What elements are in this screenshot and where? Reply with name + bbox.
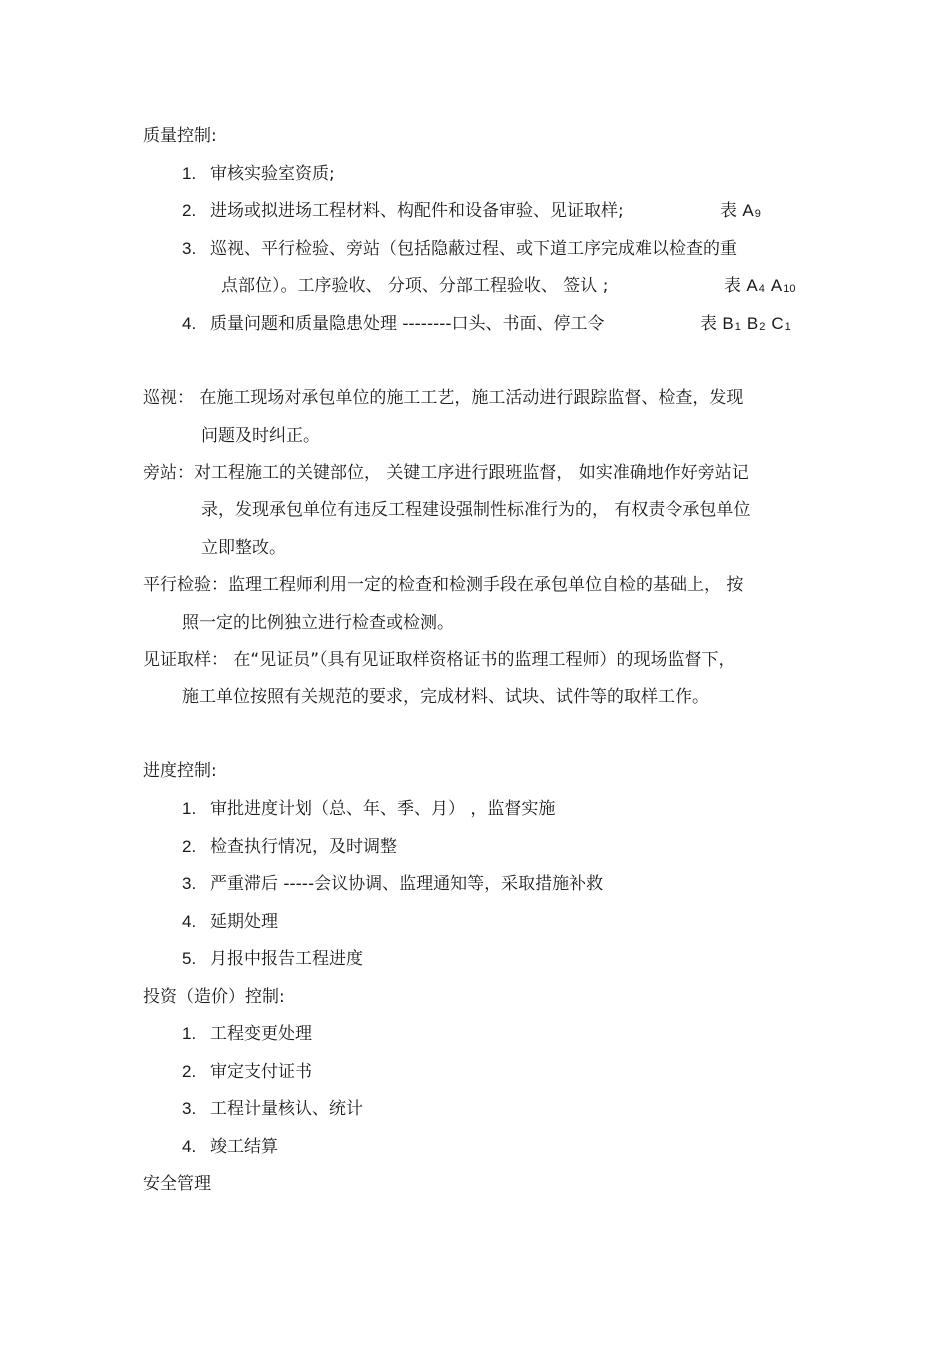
item-text: 审核实验室资质; xyxy=(210,164,335,184)
item-text: 审批进度计划（总、年、季、月） ，监督实施 xyxy=(210,799,556,819)
definition-patrol-line-2: 问题及时纠正。 xyxy=(201,426,320,446)
item-text: 竣工结算 xyxy=(210,1137,278,1157)
progress-item-2 xyxy=(182,836,397,858)
quality-item-2-form-ref xyxy=(720,200,767,225)
item-number: 3. xyxy=(182,874,197,893)
definition-witness-line-1: 见证取样： 在“见证员”（具有见证取样资格证书的监理工程师）的现场监督下， xyxy=(143,650,736,670)
progress-item-5 xyxy=(182,948,363,970)
item-text: 工程变更处理 xyxy=(210,1024,312,1044)
form-code: A xyxy=(746,276,758,295)
quality-item-1 xyxy=(182,163,335,185)
item-text: 进场或拟进场工程材料、构配件和设备审验、见证取样; xyxy=(210,201,624,221)
item-number: 1. xyxy=(182,799,197,818)
form-label: 表 xyxy=(700,314,717,334)
item-text: 月报中报告工程进度 xyxy=(210,949,363,969)
definition-sidestation-line-1: 旁站：对工程施工的关键部位， 关键工序进行跟班监督， 如实准确地作好旁站记 xyxy=(143,463,749,483)
form-code: B xyxy=(746,314,759,333)
definition-witness-line-2: 施工单位按照有关规范的要求，完成材料、试块、试件等的取样工作。 xyxy=(182,687,709,707)
form-code-sub: 1 xyxy=(784,321,791,333)
form-code: B xyxy=(722,314,734,333)
progress-item-1 xyxy=(182,798,555,820)
item-number: 1. xyxy=(182,1024,197,1043)
definition-sidestation-line-3: 立即整改。 xyxy=(201,538,286,558)
definition-parallel-line-2: 照一定的比例独立进行检查或检测。 xyxy=(182,613,454,633)
form-code-sub: 1 xyxy=(734,321,741,333)
item-number: 1. xyxy=(182,164,197,183)
definition-sidestation-line-2: 录，发现承包单位有违反工程建设强制性标准行为的， 有权责令承包单位 xyxy=(201,500,751,520)
item-text: 延期处理 xyxy=(210,912,278,932)
item-number: 2. xyxy=(182,201,197,220)
quality-item-3-continuation: 点部位）。工序验收、 分项、分部工程验收、 签认 ; xyxy=(221,276,609,296)
item-number: 5. xyxy=(182,949,197,968)
form-code-sub: 10 xyxy=(783,283,796,295)
form-label: 表 xyxy=(724,276,741,296)
investment-heading: 投资（造价）控制: xyxy=(143,987,285,1007)
quality-item-2 xyxy=(182,200,624,222)
definition-parallel-line-1: 平行检验：监理工程师利用一定的检查和检测手段在承包单位自检的基础上， 按 xyxy=(143,575,744,595)
progress-item-4 xyxy=(182,911,278,933)
item-text: 巡视、平行检验、旁站（包括隐蔽过程、或下道工序完成难以检查的重 xyxy=(210,239,737,259)
definition-patrol-line-1: 巡视： 在施工现场对承包单位的施工工艺，施工活动进行跟踪监督、检查，发现 xyxy=(143,388,744,408)
quality-item-4-form-ref xyxy=(700,313,797,338)
item-text: 质量问题和质量隐患处理 --------口头、书面、停工令 xyxy=(210,314,605,334)
item-number: 3. xyxy=(182,239,197,258)
investment-item-3 xyxy=(182,1098,363,1120)
item-number: 4. xyxy=(182,912,197,931)
item-number: 2. xyxy=(182,1062,197,1081)
form-code: A xyxy=(770,276,783,295)
investment-item-4 xyxy=(182,1136,278,1158)
form-code: A xyxy=(742,201,754,220)
progress-item-3 xyxy=(182,873,603,895)
quality-heading: 质量控制: xyxy=(143,126,217,146)
item-number: 4. xyxy=(182,314,197,333)
form-code-sub: 4 xyxy=(758,283,765,295)
form-code: C xyxy=(771,314,784,333)
form-code-sub: 2 xyxy=(759,321,766,333)
item-number: 3. xyxy=(182,1099,197,1118)
item-text: 审定支付证书 xyxy=(210,1062,312,1082)
item-text: 检查执行情况，及时调整 xyxy=(210,837,397,857)
quality-item-3 xyxy=(182,238,737,260)
quality-item-4 xyxy=(182,313,604,335)
quality-item-3-form-ref xyxy=(724,275,801,300)
investment-item-2 xyxy=(182,1061,312,1083)
item-text: 严重滞后 -----会议协调、监理通知等，采取措施补救 xyxy=(210,874,604,894)
form-code-sub: 9 xyxy=(754,208,761,220)
item-text: 工程计量核认、统计 xyxy=(210,1099,363,1119)
form-label: 表 xyxy=(720,201,737,221)
progress-heading: 进度控制: xyxy=(143,761,217,781)
safety-heading: 安全管理 xyxy=(143,1174,211,1194)
investment-item-1 xyxy=(182,1023,312,1045)
item-number: 4. xyxy=(182,1137,197,1156)
item-number: 2. xyxy=(182,837,197,856)
